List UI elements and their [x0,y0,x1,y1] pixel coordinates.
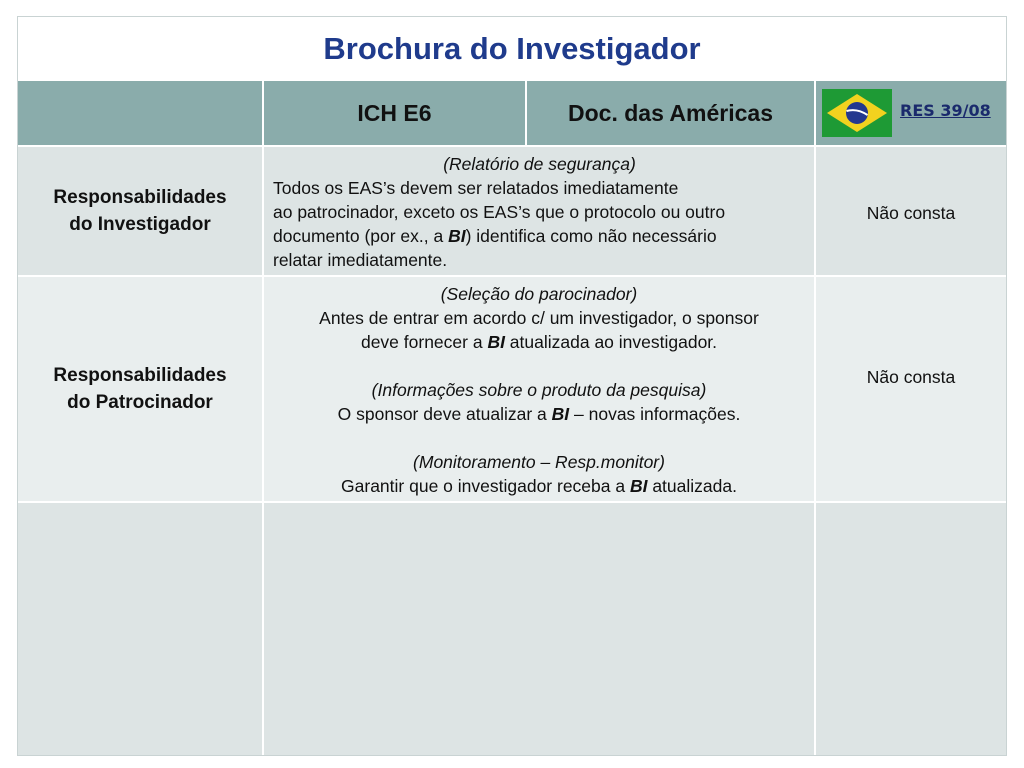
res-value: Não consta [866,367,956,387]
text-fragment: atualizada ao investigador. [504,332,718,352]
bi-abbr: BI [551,404,570,424]
brazil-flag-icon [822,89,892,137]
header-empty-cell [18,81,262,145]
text-line [270,474,808,498]
slide [17,16,1007,756]
empty-cell [264,503,814,755]
text-line [270,402,808,426]
text-line: Antes de entrar em acordo c/ um investigador, o sponsor [319,308,759,328]
text-fragment: deve fornecer a [360,332,488,352]
text-line [273,224,806,248]
text-line: ao patrocinador, exceto os EAS’s que o protocolo ou outro [273,202,726,222]
text-line: Todos os EAS’s devem ser relatados imediatamente [273,178,679,198]
bi-abbr: BI [487,332,505,352]
res-cell-investigador [816,147,1006,275]
header-res [816,81,1006,145]
text-line [270,330,808,354]
section-heading: (Monitoramento – Resp.monitor) [413,452,665,472]
text-fragment: O sponsor deve atualizar a [337,404,552,424]
res-value: Não consta [866,203,956,223]
empty-cell [816,503,1006,755]
header-ich-e6: ICH E6 [264,81,525,145]
spacer [270,426,808,450]
res-link[interactable]: RES 39/08 [900,101,991,120]
res-cell-patrocinador [816,277,1006,501]
row-label-investigador [18,147,262,275]
text-fragment: atualizada. [647,476,737,496]
row-label-line: do Investigador [69,214,211,235]
header-doc-americas: Doc. das Américas [527,81,814,145]
text-fragment: – novas informações. [569,404,741,424]
text-fragment: ) identifica como não necessário [465,226,717,246]
text-line: relatar imediatamente. [273,250,448,270]
row-label-line: Responsabilidades [53,365,227,386]
row-label-patrocinador [18,277,262,501]
section-heading: (Informações sobre o produto da pesquisa) [371,380,707,400]
page-title: Brochura do Investigador [323,31,701,66]
bi-abbr: BI [448,226,466,246]
spacer [270,354,808,378]
row-content-investigador [264,147,814,275]
row-label-line: do Patrocinador [67,392,213,413]
row-content-patrocinador [264,277,814,501]
section-heading: (Relatório de segurança) [443,154,636,174]
section-heading: (Seleção do parocinador) [440,284,638,304]
empty-cell [18,503,262,755]
text-fragment: Garantir que o investigador receba a [341,476,630,496]
row-label-line: Responsabilidades [53,187,227,208]
text-fragment: documento (por ex., a [273,226,449,246]
bi-abbr: BI [629,476,648,496]
